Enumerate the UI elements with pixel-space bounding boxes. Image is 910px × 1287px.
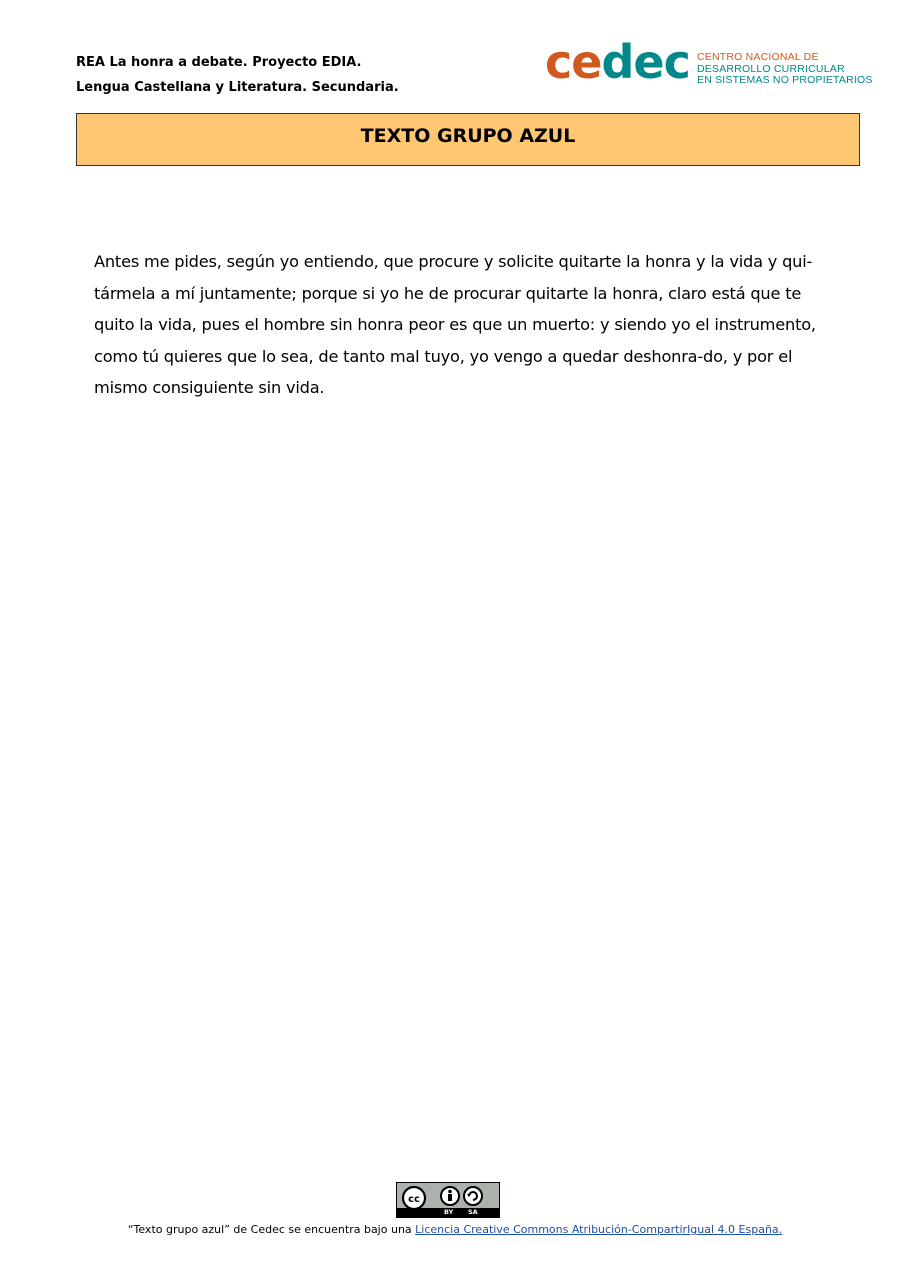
body-line: Antes me pides, según yo entiendo, que procure y solicite quitarte la honra y la vida y qui-	[94, 252, 813, 271]
share-alike-icon	[464, 1187, 482, 1205]
cc-sa-label: SA	[468, 1208, 478, 1216]
page-title: TEXTO GRUPO AZUL	[360, 125, 576, 147]
body-line: tármela a mí juntamente; porque si yo he de procurar quitarte la honra, claro está que te	[94, 283, 802, 303]
body-line: mismo consiguiente sin vida.	[94, 378, 325, 397]
license-footer	[0, 1222, 910, 1238]
cc-icons	[397, 1183, 499, 1209]
body-line: como tú quieres que lo sea, de tanto mal tuyo, yo vengo a quedar deshonra-do, y por el	[94, 346, 793, 366]
svg-text:cc: cc	[408, 1194, 420, 1205]
title-banner	[76, 113, 860, 166]
header-project-line: REA La honra a debate. Proyecto EDIA.	[76, 55, 362, 70]
cedec-logo-tagline: CENTRO NACIONAL DE DESARROLLO CURRICULAR EN SISTEMAS NO PROPIETARIOS	[697, 51, 873, 86]
cedec-logo	[545, 35, 873, 92]
cc-by-label: BY	[444, 1208, 454, 1216]
license-prefix: “Texto grupo azul” de Cedec se encuentra bajo una	[127, 1223, 412, 1236]
license-link[interactable]: Licencia Creative Commons Atribución-CompartirIgual 4.0 España.	[415, 1223, 783, 1236]
document-header	[76, 50, 399, 100]
header-subject-line: Lengua Castellana y Literatura. Secundaria.	[76, 80, 399, 95]
body-text	[94, 246, 850, 404]
cedec-logo-wordmark: cedec	[545, 35, 690, 89]
body-line: quito la vida, pues el hombre sin honra peor es que un muerto: y siendo yo el instrumento,	[94, 315, 816, 334]
cc-badge-strip	[397, 1208, 499, 1217]
cc-by-sa-badge[interactable]	[396, 1182, 500, 1218]
